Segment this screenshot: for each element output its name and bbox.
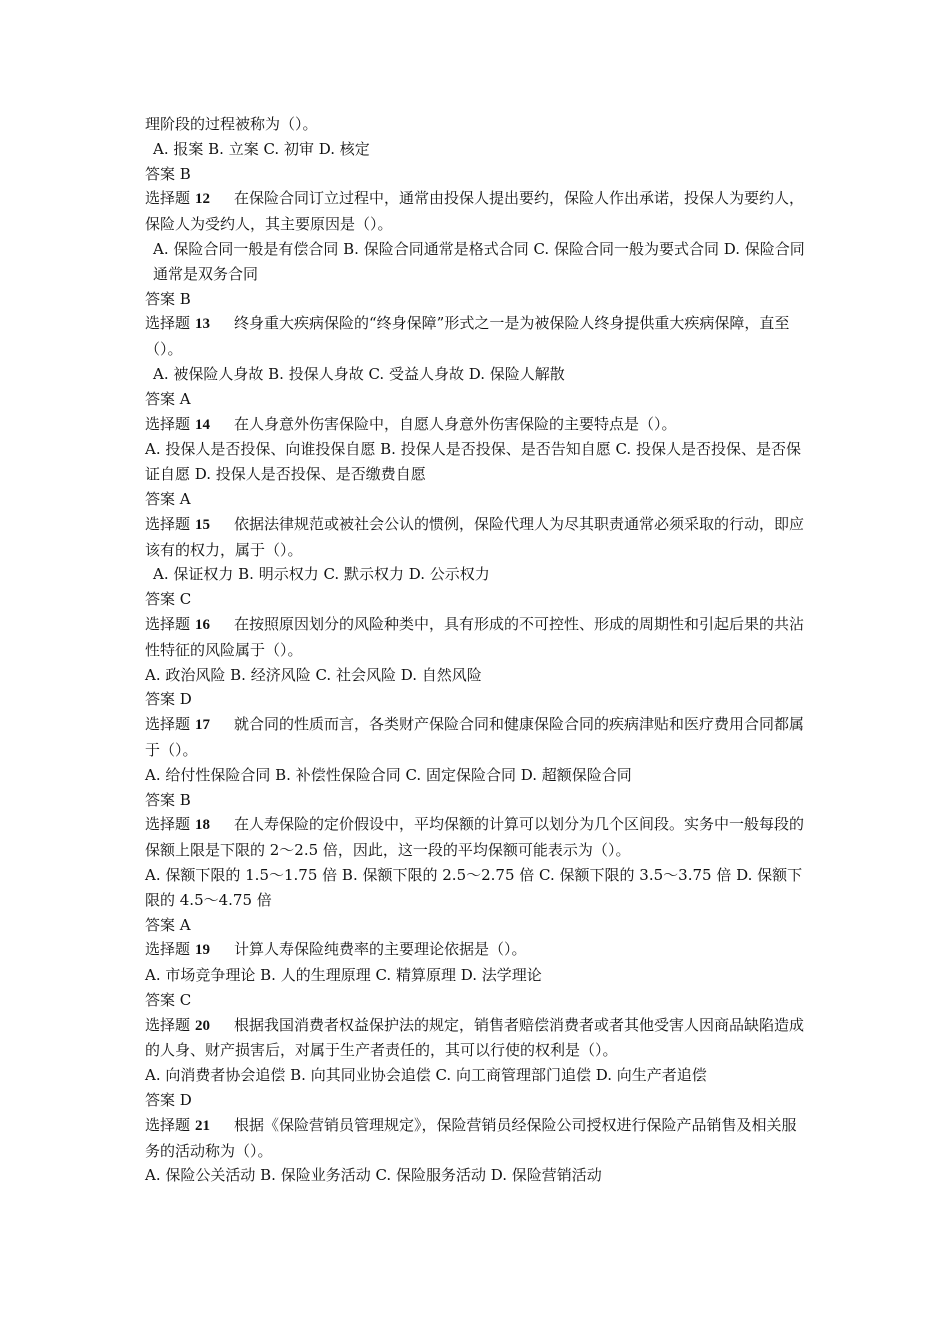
question-label: 选择题 bbox=[145, 815, 191, 834]
question-text: 在保险合同订立过程中，通常由投保人提出要约，保险人作出承诺，投保人为要约人，保险人为受约人，其主要原因是（）。 bbox=[145, 189, 805, 234]
question-options: A. 政治风险 B. 经济风险 C. 社会风险 D. 自然风险 bbox=[145, 665, 482, 684]
question-answer: 答案 A bbox=[145, 389, 191, 408]
question-number: 18 bbox=[195, 817, 211, 834]
preface-answer: 答案 B bbox=[145, 164, 191, 183]
preface-stem: 理阶段的过程被称为（）。 bbox=[145, 115, 318, 133]
question-answer: 答案 C bbox=[145, 990, 192, 1009]
question-options: A. 保额下限的 1.5～1.75 倍 B. 保额下限的 2.5～2.75 倍 C. 保额下限的 3.5～3.75 倍 D. 保额下限的 4.5～4.75 倍 bbox=[145, 865, 803, 909]
question-label: 选择题 bbox=[145, 189, 191, 208]
question-label: 选择题 bbox=[145, 715, 191, 734]
question-item bbox=[145, 712, 810, 812]
question-label: 选择题 bbox=[145, 314, 191, 333]
question-number: 12 bbox=[195, 191, 211, 208]
question-number: 17 bbox=[195, 717, 211, 734]
question-stem bbox=[145, 512, 810, 563]
question-number: 14 bbox=[195, 416, 211, 433]
question-text: 依据法律规范或被社会公认的惯例，保险代理人为尽其职责通常必须采取的行动，即应该有的权力，属于（）。 bbox=[145, 514, 805, 559]
question-answer: 答案 D bbox=[145, 690, 192, 709]
question-label: 选择题 bbox=[145, 514, 191, 533]
question-item bbox=[145, 612, 810, 712]
question-answer: 答案 C bbox=[145, 590, 192, 609]
question-item bbox=[145, 512, 810, 612]
question-stem bbox=[145, 812, 810, 863]
question-text: 就合同的性质而言，各类财产保险合同和健康保险合同的疾病津贴和医疗费用合同都属于（）。 bbox=[145, 715, 805, 759]
question-text: 在人寿保险的定价假设中，平均保额的计算可以划分为几个区间段。实务中一般每段的保额上限是下限的 2～2.5 倍，因此，这一段的平均保额可能表示为（）。 bbox=[145, 815, 805, 860]
question-stem bbox=[145, 311, 810, 362]
question-options: A. 保险公关活动 B. 保险业务活动 C. 保险服务活动 D. 保险营销活动 bbox=[145, 1166, 602, 1185]
question-text: 在按照原因划分的风险种类中，具有形成的不可控性、形成的周期性和引起后果的共沾性特征的风险属于（）。 bbox=[145, 614, 805, 659]
question-options: A. 市场竞争理论 B. 人的生理原理 C. 精算原理 D. 法学理论 bbox=[145, 966, 542, 985]
question-list bbox=[145, 112, 810, 1188]
question-stem bbox=[145, 412, 810, 438]
question-text: 根据《保险营销员管理规定》，保险营销员经保险公司授权进行保险产品销售及相关服务的活动称为（）。 bbox=[145, 1115, 797, 1160]
question-label: 选择题 bbox=[145, 940, 191, 959]
question-number: 13 bbox=[195, 316, 211, 333]
question-text: 在人身意外伤害保险中，自愿人身意外伤害保险的主要特点是（）。 bbox=[234, 414, 677, 433]
question-text: 计算人寿保险纯费率的主要理论依据是（）。 bbox=[234, 940, 527, 959]
question-number: 21 bbox=[195, 1117, 211, 1134]
question-answer: 答案 B bbox=[145, 289, 191, 308]
question-options: A. 被保险人身故 B. 投保人身故 C. 受益人身故 D. 保险人解散 bbox=[153, 364, 565, 383]
question-number: 16 bbox=[195, 616, 211, 633]
question-stem bbox=[145, 1113, 810, 1164]
question-options: A. 向消费者协会追偿 B. 向其同业协会追偿 C. 向工商管理部门追偿 D. 向生产者追偿 bbox=[145, 1066, 707, 1085]
question-options: A. 保险合同一般是有偿合同 B. 保险合同通常是格式合同 C. 保险合同一般为要式合同 D. 保险合同通常是双务合同 bbox=[153, 239, 805, 283]
question-answer: 答案 D bbox=[145, 1091, 192, 1110]
question-item bbox=[145, 812, 810, 937]
question-number: 15 bbox=[195, 516, 211, 533]
question-item bbox=[145, 1113, 810, 1188]
preface-options: A. 报案 B. 立案 C. 初审 D. 核定 bbox=[153, 139, 370, 158]
question-text: 终身重大疾病保险的“终身保障”形式之一是为被保险人终身提供重大疾病保障，直至（）。 bbox=[145, 314, 790, 359]
question-item bbox=[145, 311, 810, 411]
question-item bbox=[145, 412, 810, 512]
question-options: A. 保证权力 B. 明示权力 C. 默示权力 D. 公示权力 bbox=[153, 565, 490, 584]
question-item bbox=[145, 937, 810, 1012]
question-number: 19 bbox=[195, 942, 211, 959]
question-stem bbox=[145, 186, 810, 237]
question-options: A. 投保人是否投保、向谁投保自愿 B. 投保人是否投保、是否告知自愿 C. 投保人是否投保、是否保证自愿 D. 投保人是否投保、是否缴费自愿 bbox=[145, 440, 801, 484]
question-label: 选择题 bbox=[145, 414, 191, 433]
question-item bbox=[145, 186, 810, 311]
question-answer: 答案 A bbox=[145, 489, 191, 508]
question-text: 根据我国消费者权益保护法的规定，销售者赔偿消费者或者其他受害人因商品缺陷造成的人身、财产损害后，对属于生产者责任的，其可以行使的权利是（）。 bbox=[145, 1015, 805, 1060]
question-label: 选择题 bbox=[145, 614, 191, 633]
question-answer: 答案 B bbox=[145, 790, 191, 809]
question-number: 20 bbox=[195, 1017, 211, 1034]
question-stem bbox=[145, 1013, 810, 1064]
question-options: A. 给付性保险合同 B. 补偿性保险合同 C. 固定保险合同 D. 超额保险合同 bbox=[145, 765, 632, 784]
question-stem bbox=[145, 937, 810, 963]
question-answer: 答案 A bbox=[145, 915, 191, 934]
question-stem bbox=[145, 712, 810, 763]
question-stem bbox=[145, 612, 810, 663]
question-label: 选择题 bbox=[145, 1115, 191, 1134]
question-item bbox=[145, 1013, 810, 1113]
question-label: 选择题 bbox=[145, 1015, 191, 1034]
